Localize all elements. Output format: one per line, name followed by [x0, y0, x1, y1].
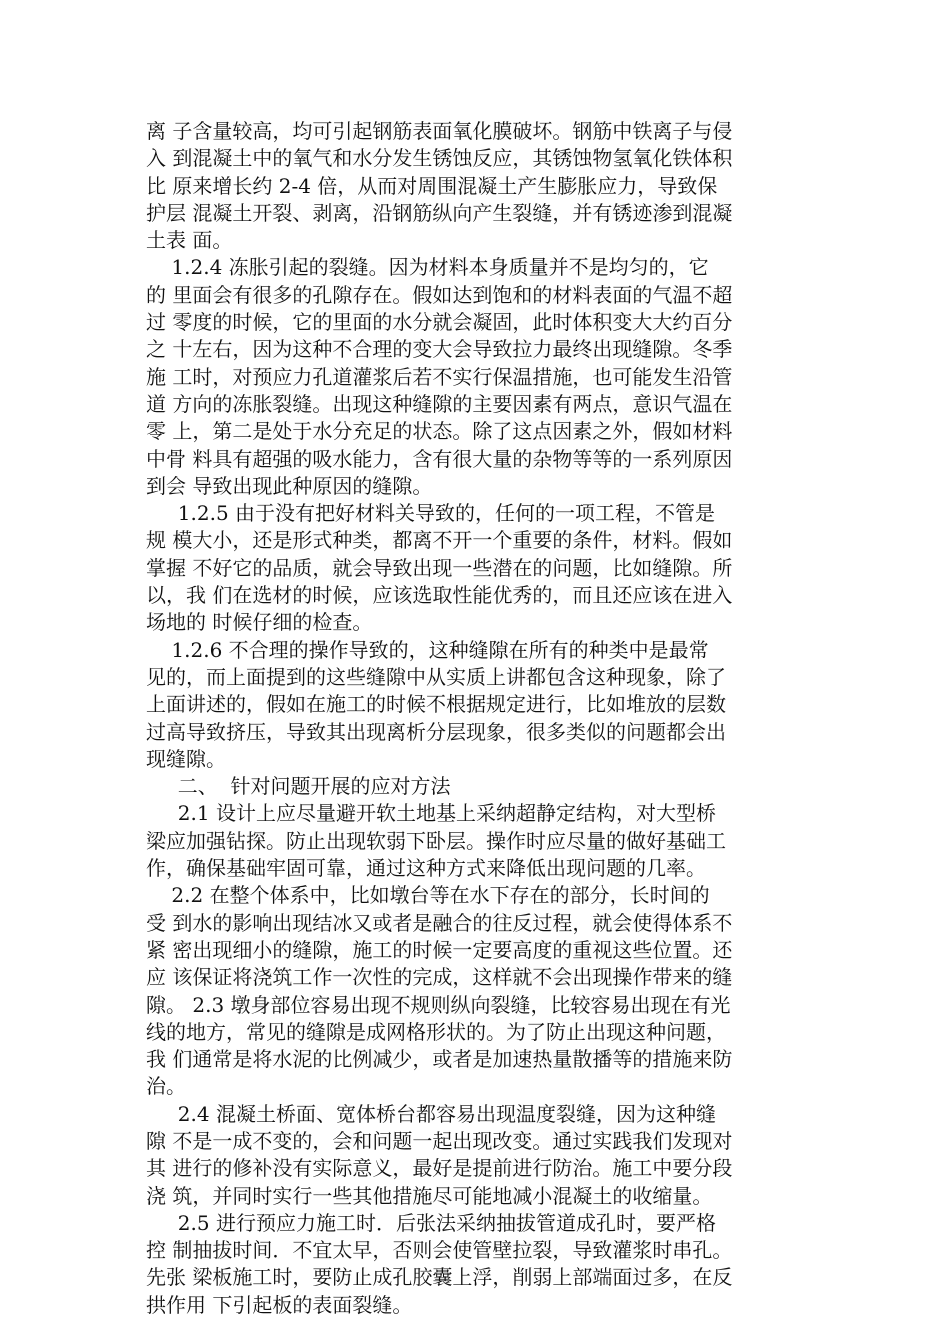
text-line: 零 上，第二是处于水分充足的状态。除了这点因素之外，假如材料: [146, 419, 733, 444]
text-line: 场地的 时候仔细的检查。: [146, 610, 373, 635]
text-line: 控 制抽拔时间．不宜太早，否则会使管壁拉裂，导致灌浆时串孔。: [146, 1238, 733, 1263]
text-line: 我 们通常是将水泥的比例减少，或者是加速热量散播等的措施来防: [146, 1047, 733, 1072]
text-line: 道 方向的冻胀裂缝。出现这种缝隙的主要因素有两点，意识气温在: [146, 391, 733, 416]
text-line: 治。: [146, 1074, 186, 1099]
text-line: 过 零度的时候，它的里面的水分就会凝固，此时体积变大大约百分: [146, 310, 733, 335]
text-line: 作，确保基础牢固可靠，通过这种方式来降低出现问题的几率。: [146, 856, 706, 881]
text-line: 1.2.5 由于没有把好材料关导致的，任何的一项工程，不管是: [146, 501, 716, 526]
text-line: 先张 梁板施工时，要防止成孔胶囊上浮，削弱上部端面过多，在反: [146, 1265, 733, 1290]
section-heading: 二、 针对问题开展的应对方法: [146, 774, 451, 799]
text-line: 的 里面会有很多的孔隙存在。假如达到饱和的材料表面的气温不超: [146, 282, 733, 307]
text-line: 施 工时，对预应力孔道灌浆后若不实行保温措施，也可能发生沿管: [146, 364, 733, 389]
text-line: 上面讲述的，假如在施工的时候不根据规定进行，比如堆放的层数: [146, 692, 726, 717]
text-line: 过高导致挤压，导致其出现离析分层现象，很多类似的问题都会出: [146, 719, 726, 744]
text-line: 2.2 在整个体系中，比如墩台等在水下存在的部分，长时间的: [146, 883, 710, 908]
text-line: 梁应加强钻探。防止出现软弱下卧层。操作时应尽量的做好基础工: [146, 828, 726, 853]
text-line: 掌握 不好它的品质，就会导致出现一些潜在的问题，比如缝隙。所: [146, 555, 733, 580]
text-line: 见的，而上面提到的这些缝隙中从实质上讲都包含这种现象，除了: [146, 664, 726, 689]
text-line: 线的地方，常见的缝隙是成网格形状的。为了防止出现这种问题，: [146, 1019, 726, 1044]
text-line: 应 该保证将浇筑工作一次性的完成，这样就不会出现操作带来的缝: [146, 965, 733, 990]
text-line: 2.4 混凝土桥面、宽体桥台都容易出现温度裂缝，因为这种缝: [146, 1101, 716, 1126]
text-line: 1.2.4 冻胀引起的裂缝。因为材料本身质量并不是均匀的，它: [146, 255, 709, 280]
text-line: 其 进行的修补没有实际意义，最好是提前进行防治。施工中要分段: [146, 1156, 733, 1181]
text-line: 规 模大小，还是形式种类，都离不开一个重要的条件，材料。假如: [146, 528, 733, 553]
text-line: 比 原来增长约 2-4 倍，从而对周围混凝土产生膨胀应力，导致保: [146, 173, 718, 198]
text-line: 受 到水的影响出现结冰又或者是融合的往反过程，就会使得体系不: [146, 910, 733, 935]
text-line: 2.1 设计上应尽量避开软土地基上采纳超静定结构，对大型桥: [146, 801, 716, 826]
text-line: 现缝隙。: [146, 746, 226, 771]
text-line: 之 十左右，因为这种不合理的变大会导致拉力最终出现缝隙。冬季: [146, 337, 733, 362]
text-line: 到会 导致出现此种原因的缝隙。: [146, 473, 433, 498]
text-line: 浇 筑，并同时实行一些其他措施尽可能地减小混凝土的收缩量。: [146, 1183, 713, 1208]
document-page: [146, 118, 806, 1319]
text-line: 离 子含量较高，均可引起钢筋表面氧化膜破坏。钢筋中铁离子与侵: [146, 119, 733, 143]
text-line: 1.2.6 不合理的操作导致的，这种缝隙在所有的种类中是最常: [146, 637, 709, 662]
text-line: 以，我 们在选材的时候，应该选取性能优秀的，而且还应该在进入: [146, 583, 733, 608]
text-line: 中骨 料具有超强的吸水能力，含有很大量的杂物等等的一系列原因: [146, 446, 733, 471]
text-line: 紧 密出现细小的缝隙，施工的时候一定要高度的重视这些位置。还: [146, 937, 733, 962]
text-line: 隙。 2.3 墩身部位容易出现不规则纵向裂缝，比较容易出现在有光: [146, 992, 731, 1017]
text-line: 护层 混凝土开裂、剥离，沿钢筋纵向产生裂缝，并有锈迹渗到混凝: [146, 200, 733, 225]
text-line: 隙 不是一成不变的，会和问题一起出现改变。通过实践我们发现对: [146, 1128, 733, 1153]
text-line: 入 到混凝土中的氧气和水分发生锈蚀反应，其锈蚀物氢氧化铁体积: [146, 146, 733, 171]
text-line: 土表 面。: [146, 228, 233, 253]
text-line: 2.5 进行预应力施工时．后张法采纳抽拔管道成孔时，要严格: [146, 1210, 716, 1235]
text-line: 拱作用 下引起板的表面裂缝。: [146, 1292, 413, 1317]
